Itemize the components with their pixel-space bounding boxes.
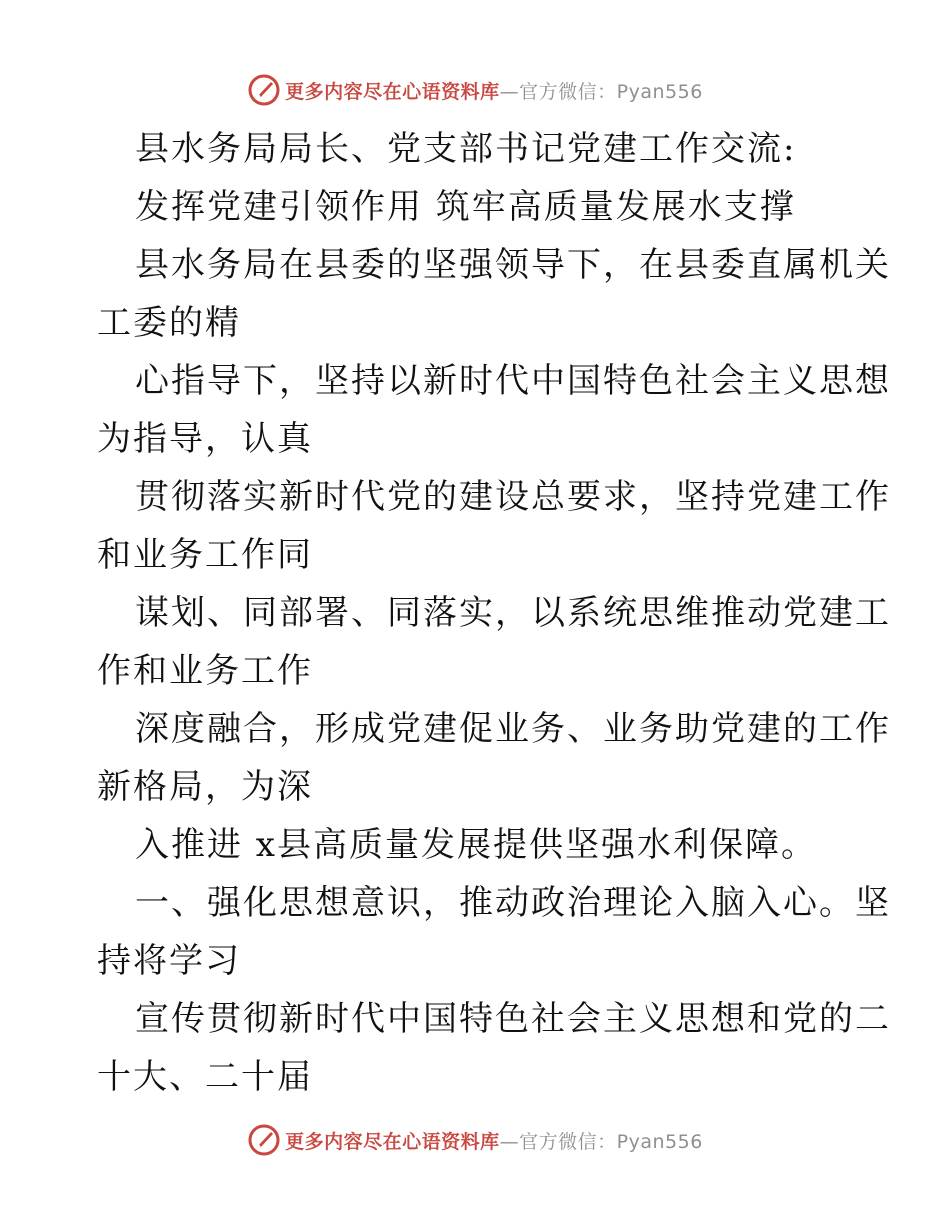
document-body (97, 120, 891, 1106)
text-line: 十大、二十届 (97, 1057, 313, 1097)
banner-main-text: 更多内容尽在心语资料库 (285, 1130, 500, 1153)
text-line: 县水务局局长、党支部书记党建工作交流: (135, 129, 797, 169)
text-line: 深度融合，形成党建促业务、业务助党建的工作 (135, 709, 891, 749)
text-line: 工委的精 (97, 303, 241, 343)
quill-logo-icon (247, 1123, 281, 1157)
text-line: 和业务工作同 (97, 535, 313, 575)
banner-main-text: 更多内容尽在心语资料库 (285, 80, 500, 103)
text-line: 新格局，为深 (97, 767, 313, 807)
banner-sub-text: —官方微信：Pyan556 (499, 1130, 703, 1153)
banner-sub-text: —官方微信：Pyan556 (499, 80, 703, 103)
text-line: 发挥党建引领作用 筑牢高质量发展水支撑 (135, 187, 796, 227)
text-line: 贯彻落实新时代党的建设总要求，坚持党建工作 (135, 477, 891, 517)
text-line: 一、强化思想意识，推动政治理论入脑入心。坚 (135, 883, 891, 923)
watermark-banner-bottom (0, 1120, 950, 1160)
text-line: 心指导下，坚持以新时代中国特色社会主义思想 (135, 361, 891, 401)
watermark-banner-top (0, 70, 950, 110)
text-line: 为指导，认真 (97, 419, 313, 459)
text-line: 作和业务工作 (97, 651, 313, 691)
text-line: 持将学习 (97, 941, 241, 981)
text-line: 入推进 x县高质量发展提供坚强水利保障。 (135, 825, 817, 865)
quill-logo-icon (247, 73, 281, 107)
text-line: 县水务局在县委的坚强领导下，在县委直属机关 (135, 245, 891, 285)
text-line: 谋划、同部署、同落实，以系统思维推动党建工 (135, 593, 891, 633)
text-line: 宣传贯彻新时代中国特色社会主义思想和党的二 (135, 999, 891, 1039)
